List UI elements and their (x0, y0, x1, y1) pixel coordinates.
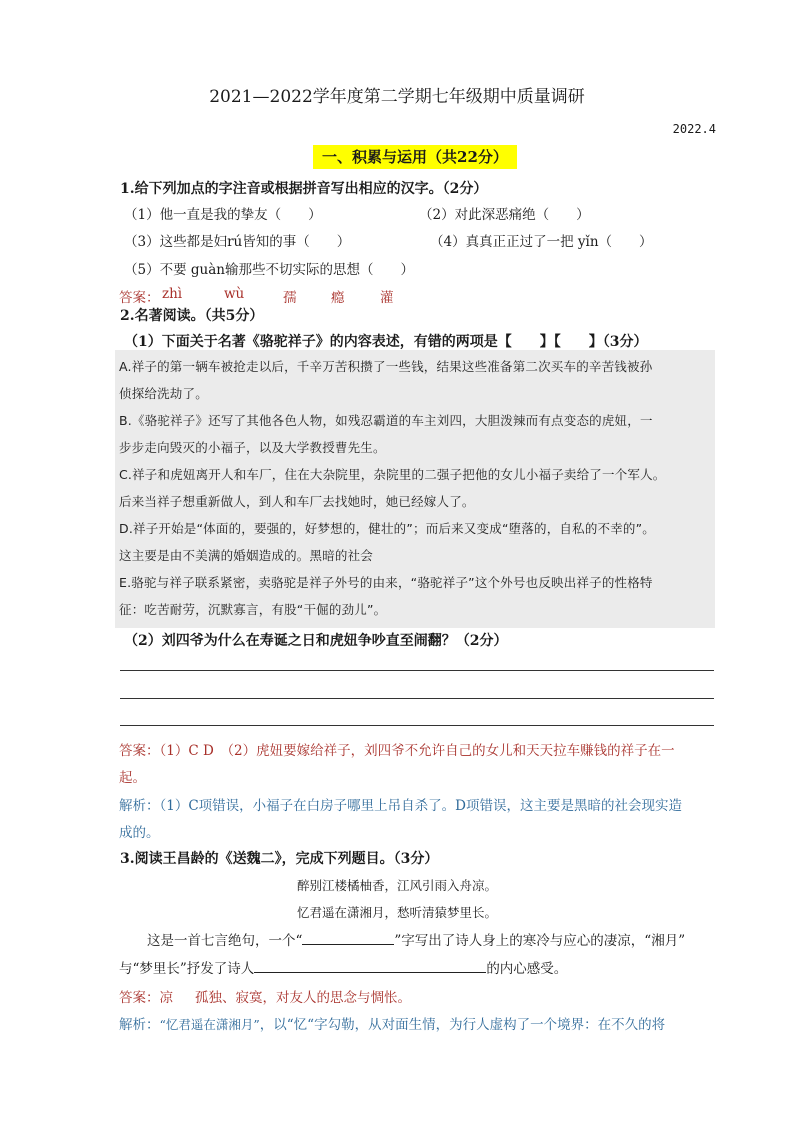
q1-answer-label: 答案： (119, 290, 160, 306)
q3-body1b: ”字写出了诗人身上的寒冷与应心的凄凉，“湘月” (394, 933, 686, 949)
section-heading: 一、积累与运用（共22分） (313, 145, 517, 169)
option-a-line1: A.祥子的第一辆车被抢走以后，千辛万苦积攒了一些钱，结果这些准备第二次买车的辛苦钱被孙 (119, 359, 653, 374)
q1-item-2: （2）对此深恶痛绝（ ） (419, 207, 590, 223)
q2-answer-label: 答案： (119, 743, 160, 759)
poem-line-1: 醉别江楼橘柚香，江风引雨入舟凉。 (296, 878, 497, 893)
option-e-line2: 征：吃苦耐劳，沉默寡言，有股“干倔的劲儿”。 (119, 602, 387, 617)
q2-analysis-line1 (119, 794, 682, 814)
q3-body2b: 的内心感受。 (486, 961, 568, 977)
q3-body-line1 (147, 929, 685, 949)
q3-body1a: 这是一首七言绝句，一个“ (147, 933, 303, 949)
option-e-line1: E.骆驼与祥子联系紧密，卖骆驼是祥子外号的由来，“骆驼祥子”这个外号也反映出祥子的性格特 (119, 575, 653, 590)
option-b-line2: 步步走向毁灭的小福子，以及大学教授曹先生。 (119, 440, 386, 455)
page-title: 2021—2022学年度第二学期七年级期中质量调研 (209, 87, 585, 107)
option-a-line2: 侦探给洗劫了。 (119, 386, 208, 401)
q1-stem: 1.给下列加点的字注音或根据拼音写出相应的汉字。（2分） (120, 181, 488, 197)
poem-line-2: 忆君遥在潇湘月，愁听清猿梦里长。 (296, 905, 497, 920)
q1-item-5: （5）不要 guàn输那些不切实际的思想（ ） (124, 262, 414, 278)
q3-answer-label: 答案： (119, 990, 160, 1006)
q3-analysis-line (119, 1013, 665, 1033)
q3-body2a: 与“梦里长”抒发了诗人 (119, 961, 255, 977)
q2-stem: 2.名著阅读。（共5分） (120, 308, 264, 324)
q2-analysis-text1: （1）C项错误，小福子在白房子哪里上吊自杀了。D项错误，这主要是黑暗的社会现实造 (159, 798, 682, 814)
q2-sub2: （2）刘四爷为什么在寿诞之日和虎妞争吵直至闹翻？（2分） (124, 633, 508, 649)
exam-date: 2022.4 (672, 122, 716, 136)
q1-item-4: （4）真真正正过了一把 yǐn（ ） (430, 234, 653, 250)
q2-answer-line2: 起。 (119, 770, 146, 786)
q3-analysis-label: 解析： (119, 1017, 160, 1033)
blank-1[interactable] (302, 931, 394, 945)
q1-answer-5: 灌 (380, 290, 394, 306)
q3-stem: 3.阅读王昌龄的《送魏二》，完成下列题目。（3分） (120, 851, 439, 867)
answer-line-3 (120, 725, 714, 726)
q1-answer-1: zhì (162, 286, 183, 302)
q1-item-1: （1）他一直是我的挚友（ ） (124, 207, 322, 223)
answer-line-2 (120, 698, 714, 699)
blank-2[interactable] (254, 959, 486, 973)
q1-answer-4: 瘾 (331, 290, 345, 306)
q2-answer-text1: （1）C D （2）虎妞要嫁给祥子，刘四爷不允许自己的女儿和天天拉车赚钱的祥子在一 (159, 743, 675, 759)
option-d-line1: D.祥子开始是“体面的，要强的，好梦想的，健壮的”；而后来又变成“堕落的，自私的不幸的”。 (119, 521, 656, 536)
option-d-line2: 这主要是由不美满的婚姻造成的。黑暗的社会 (119, 548, 374, 563)
q2-analysis-line2: 成的。 (119, 825, 160, 841)
option-c-line1: C.祥子和虎妞离开人和车厂，住在大杂院里，杂院里的二强子把他的女儿小福子卖给了一个军人。 (119, 467, 666, 482)
q1-item-3: （3）这些都是妇rú皆知的事（ ） (124, 234, 351, 250)
option-b-line1: B.《骆驼祥子》还写了其他各色人物，如残忍霸道的车主刘四，大胆泼辣而有点变态的虎妞，一 (119, 413, 653, 428)
q3-answer-a: 凉 (159, 990, 173, 1006)
answer-line-1 (120, 670, 714, 671)
q3-answer-line (119, 986, 411, 1006)
q3-analysis-rest: ，以“忆“字勾勒，从对面生情，为行人虚构了一个境界：在不久的将 (259, 1017, 666, 1033)
q3-analysis-quote: “忆君遥在潇湘月” (159, 1017, 260, 1032)
q3-answer-b: 孤独、寂寞，对友人的思念与惆怅。 (195, 990, 411, 1006)
q3-body-line2 (119, 957, 567, 977)
option-c-line2: 后来当祥子想重新做人，到人和车厂去找她时，她已经嫁人了。 (119, 494, 475, 509)
q1-answer-3: 孺 (283, 290, 297, 306)
q2-answer-line1 (119, 739, 675, 759)
q1-answer-2: wù (224, 286, 245, 302)
q2-sub1: （1）下面关于名著《骆驼祥子》的内容表述，有错的两项是【 】【 】（3分） (124, 334, 648, 350)
q2-analysis-label: 解析： (119, 798, 160, 814)
